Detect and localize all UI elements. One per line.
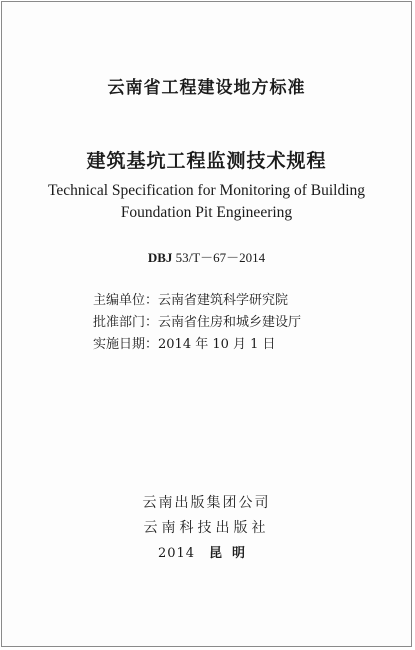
standard-code (0, 247, 413, 266)
publication-city: 昆明 (209, 546, 256, 561)
effective-date: 实施日期：2014 年 10 月 1 日 (93, 337, 276, 352)
series-title: 云南省工程建设地方标准 (107, 78, 306, 98)
document-title-zh: 建筑基坑工程监测技术规程 (86, 150, 327, 172)
standard-code-number: 53/T－67－2014 (175, 250, 266, 265)
document-title-en-line1: Technical Specification for Monitoring of Building (47, 182, 366, 199)
publisher-group: 云南出版集团公司 (142, 495, 271, 511)
approving-department: 批准部门：云南省住房和城乡建设厅 (93, 315, 302, 330)
publication-info (0, 542, 413, 561)
publisher-press: 云南科技出版社 (143, 520, 270, 536)
document-title-en-line2: Foundation Pit Engineering (120, 204, 293, 221)
standard-code-prefix: DBJ (147, 250, 173, 265)
publication-year: 2014 (157, 546, 196, 561)
editor-unit: 主编单位：云南省建筑科学研究院 (93, 293, 289, 308)
